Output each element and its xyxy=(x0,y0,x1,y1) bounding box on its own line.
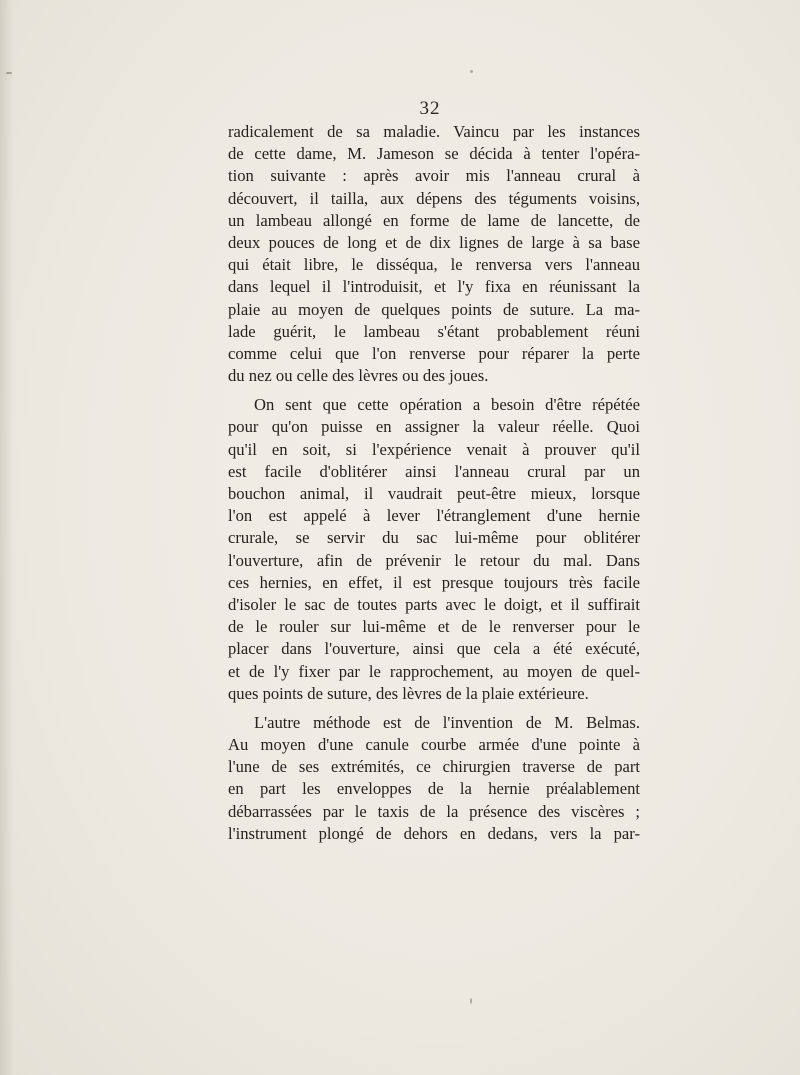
paragraph-1 xyxy=(228,121,640,387)
text-line: l'une de ses extrémités, ce chirurgien traverse de part xyxy=(228,757,640,777)
paper-speck xyxy=(470,70,473,73)
text-line: de cette dame, M. Jameson se décida à tenter l'opéra- xyxy=(228,144,640,164)
page-edge-shadow xyxy=(0,0,14,1075)
text-line: un lambeau allongé en forme de lame de lancette, de xyxy=(228,210,640,230)
text-line: On sent que cette opération a besoin d'être répétée xyxy=(254,395,640,415)
paper-speck xyxy=(470,998,472,1004)
text-line: bouchon animal, il vaudrait peut-être mieux, lorsque xyxy=(228,484,640,503)
text-line: l'instrument plongé de dehors en dedans, vers la par- xyxy=(228,823,640,843)
text-line: de le rouler sur lui-même et de le renverser pour le xyxy=(228,617,640,637)
text-line: l'ouverture, afin de prévenir le retour du mal. Dans xyxy=(228,550,640,570)
text-line: pour qu'on puisse en assigner la valeur réelle. Quoi xyxy=(228,417,640,437)
page-number: 32 xyxy=(419,98,441,119)
text-line: est facile d'oblitérer ainsi l'anneau crural par un xyxy=(228,461,640,481)
text-line: Au moyen d'une canule courbe armée d'une pointe à xyxy=(228,735,640,755)
text-line: lade guérit, le lambeau s'étant probablement réuni xyxy=(228,321,640,341)
text-line: plaie au moyen de quelques points de suture. La ma- xyxy=(228,299,640,319)
paragraph-2 xyxy=(228,394,640,705)
text-line: ces hernies, en effet, il est presque toujours très facile xyxy=(228,572,640,592)
text-line: tion suivante : après avoir mis l'anneau crural à xyxy=(228,166,640,186)
text-line: d'isoler le sac de toutes parts avec le doigt, et il suffirait xyxy=(228,594,640,614)
text-line: l'on est appelé à lever l'étranglement d'une hernie xyxy=(228,506,640,526)
paper-speck xyxy=(6,72,12,74)
text-line: crurale, se servir du sac lui-même pour oblitérer xyxy=(228,528,640,548)
text-line: radicalement de sa maladie. Vaincu par les instances xyxy=(228,122,640,141)
text-line: du nez ou celle des lèvres ou des joues. xyxy=(228,366,489,386)
text-line: et de l'y fixer par le rapprochement, au moyen de quel- xyxy=(228,661,640,681)
text-line: débarrassées par le taxis de la présence des viscères ; xyxy=(228,801,640,821)
paragraph-3 xyxy=(228,712,640,845)
body-text xyxy=(228,121,640,845)
text-line: comme celui que l'on renverse pour réparer la perte xyxy=(228,343,640,363)
text-line: L'autre méthode est de l'invention de M. Belmas. xyxy=(254,712,640,732)
text-line: en part les enveloppes de la hernie préalablement xyxy=(228,779,640,799)
text-line: placer dans l'ouverture, ainsi que cela a été exécuté, xyxy=(228,639,640,659)
text-line: qui était libre, le disséqua, le renversa vers l'anneau xyxy=(228,255,640,275)
text-line: découvert, il tailla, aux dépens des téguments voisins, xyxy=(228,188,640,208)
text-line: dans lequel il l'introduisit, et l'y fixa en réunissant la xyxy=(228,277,640,297)
text-line: deux pouces de long et de dix lignes de large à sa base xyxy=(228,232,640,252)
text-line: ques points de suture, des lèvres de la plaie extérieure. xyxy=(228,683,589,703)
text-line: qu'il en soit, si l'expérience venait à prouver qu'il xyxy=(228,439,640,459)
